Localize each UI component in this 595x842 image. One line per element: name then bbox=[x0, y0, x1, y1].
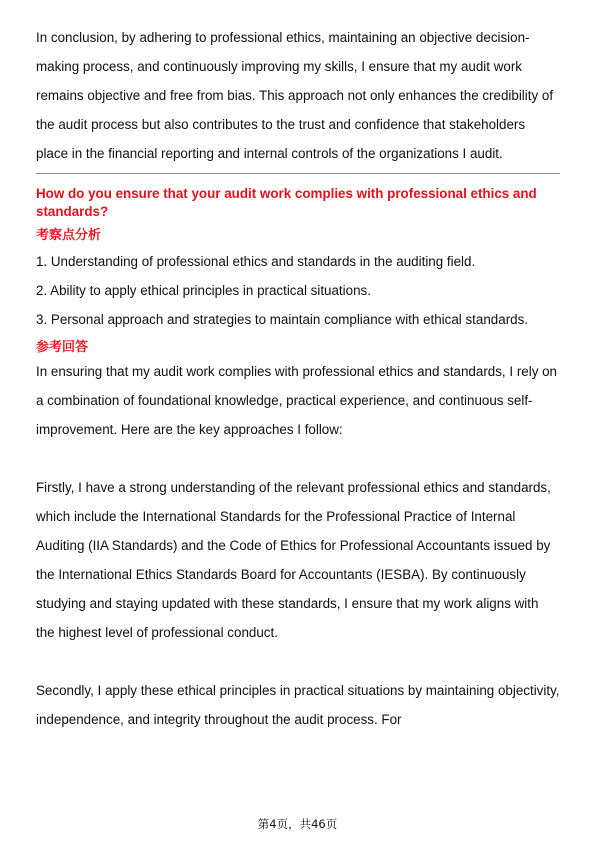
paragraph-spacer bbox=[36, 647, 560, 676]
paragraph-spacer bbox=[36, 444, 560, 473]
analysis-point: 1. Understanding of professional ethics and standards in the auditing field. bbox=[36, 254, 476, 269]
document-page bbox=[36, 23, 560, 734]
intro-paragraph: In conclusion, by adhering to professional ethics, maintaining an objective decision-making process, and continuously improving my skills, I ensure that my audit work remains objective and free from bias. This approach not only enhances the credibility of the audit process but also contributes to the trust and confidence that stakeholders place in the financial reporting and internal controls of the organizations I audit. bbox=[36, 30, 554, 161]
answer-label: 参考回答 bbox=[36, 340, 89, 355]
answer-paragraph: Secondly, I apply these ethical principles in practical situations by maintaining objectivity, independence, and integrity throughout the audit process. For bbox=[36, 683, 560, 727]
analysis-point: 3. Personal approach and strategies to maintain compliance with ethical standards. bbox=[36, 312, 529, 327]
section-divider bbox=[36, 173, 560, 174]
answer-paragraph: In ensuring that my audit work complies with professional ethics and standards, I rely on a combination of foundational knowledge, practical experience, and continuous self-improvement. Here are the key approaches I follow: bbox=[36, 364, 558, 437]
analysis-label: 考察点分析 bbox=[36, 228, 102, 243]
page-number-footer: 第4页，共46页 bbox=[257, 817, 338, 831]
question-heading: How do you ensure that your audit work complies with professional ethics and standards? bbox=[36, 186, 537, 219]
analysis-points-list bbox=[36, 247, 560, 334]
analysis-point: 2. Ability to apply ethical principles in practical situations. bbox=[36, 283, 371, 298]
answer-paragraph: Firstly, I have a strong understanding of the relevant professional ethics and standards, which include the International Standards for the Professional Practice of Internal Auditing (IIA Standards) and the Code of Ethics for Professional Accountants issued by the International Ethics Standards Board for Accountants (IESBA). By continuously studying and staying updated with these standards, I ensure that my work aligns with the highest level of professional conduct. bbox=[36, 480, 551, 640]
